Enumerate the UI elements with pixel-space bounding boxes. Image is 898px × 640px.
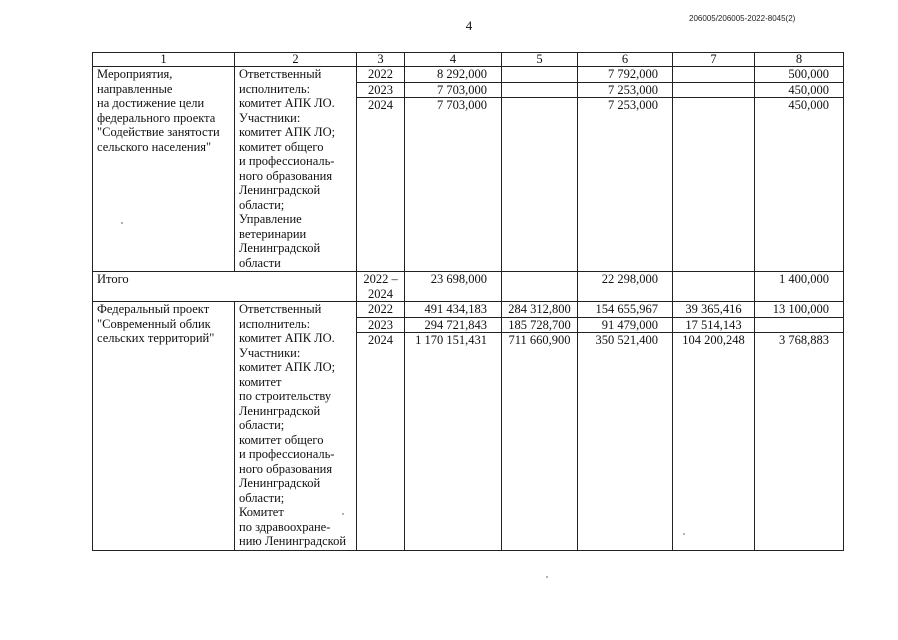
amount-federal [502,98,578,272]
total-local [673,272,755,302]
total-amount: 23 698,000 [405,272,502,302]
amount-other: 3 768,883 [755,333,844,551]
activity-name: Мероприятия, направленные на достижение цели федерального проекта "Содействие занятости сельского населения" [93,67,235,272]
year-cell: 2022 [357,302,405,318]
year-cell: 2023 [357,317,405,333]
amount-total: 8 292,000 [405,67,502,83]
amount-total: 294 721,843 [405,317,502,333]
amount-local [673,98,755,272]
responsible-executor: Ответственный исполнитель: комитет АПК ЛО. Участники: комитет АПК ЛО; комитет общего и профессиональ- ного образования Ленинградской области; Управление ветеринарии Ленинградской области [235,67,357,272]
amount-federal: 284 312,800 [502,302,578,318]
total-federal [502,272,578,302]
amount-regional: 154 655,967 [578,302,673,318]
amount-total: 491 434,183 [405,302,502,318]
table-row [93,302,844,318]
year-cell: 2023 [357,82,405,98]
amount-local: 17 514,143 [673,317,755,333]
total-row [93,272,844,302]
amount-total: 1 170 151,431 [405,333,502,551]
amount-federal [502,67,578,83]
scan-speck [683,533,685,535]
amount-local: 39 365,416 [673,302,755,318]
col-header-8: 8 [755,53,844,67]
total-label: Итого [93,272,357,302]
document-code: 206005/206005-2022-8045(2) [689,14,796,23]
amount-regional: 91 479,000 [578,317,673,333]
year-cell: 2024 [357,333,405,551]
table-row [93,67,844,83]
page-number: 4 [465,18,473,33]
amount-regional: 7 253,000 [578,82,673,98]
year-cell: 2024 [357,98,405,272]
amount-local [673,82,755,98]
amount-federal: 185 728,700 [502,317,578,333]
amount-other [755,317,844,333]
year-cell: 2022 [357,67,405,83]
col-header-2: 2 [235,53,357,67]
amount-other: 13 100,000 [755,302,844,318]
col-header-6: 6 [578,53,673,67]
scan-speck [121,222,123,224]
budget-table [92,52,844,551]
total-years: 2022 – 2024 [357,272,405,302]
col-header-7: 7 [673,53,755,67]
amount-regional: 7 792,000 [578,67,673,83]
amount-other: 450,000 [755,82,844,98]
col-header-4: 4 [405,53,502,67]
amount-local [673,67,755,83]
amount-total: 7 703,000 [405,82,502,98]
project-name: Федеральный проект "Современный облик сельских территорий" [93,302,235,551]
column-number-row [93,53,844,67]
amount-local: 104 200,248 [673,333,755,551]
scan-speck [546,576,548,578]
amount-total: 7 703,000 [405,98,502,272]
col-header-3: 3 [357,53,405,67]
col-header-1: 1 [93,53,235,67]
amount-other: 500,000 [755,67,844,83]
amount-regional: 7 253,000 [578,98,673,272]
col-header-5: 5 [502,53,578,67]
scan-speck [342,513,344,515]
total-other: 1 400,000 [755,272,844,302]
amount-other: 450,000 [755,98,844,272]
responsible-executor: Ответственный исполнитель: комитет АПК ЛО. Участники: комитет АПК ЛО; комитет по строительству Ленинградской области; комитет общего и профессиональ- ного образования Ленинградской области; Комитет по здравоохране- нию Ленинградской [235,302,357,551]
amount-federal [502,82,578,98]
amount-federal: 711 660,900 [502,333,578,551]
amount-regional: 350 521,400 [578,333,673,551]
total-regional: 22 298,000 [578,272,673,302]
